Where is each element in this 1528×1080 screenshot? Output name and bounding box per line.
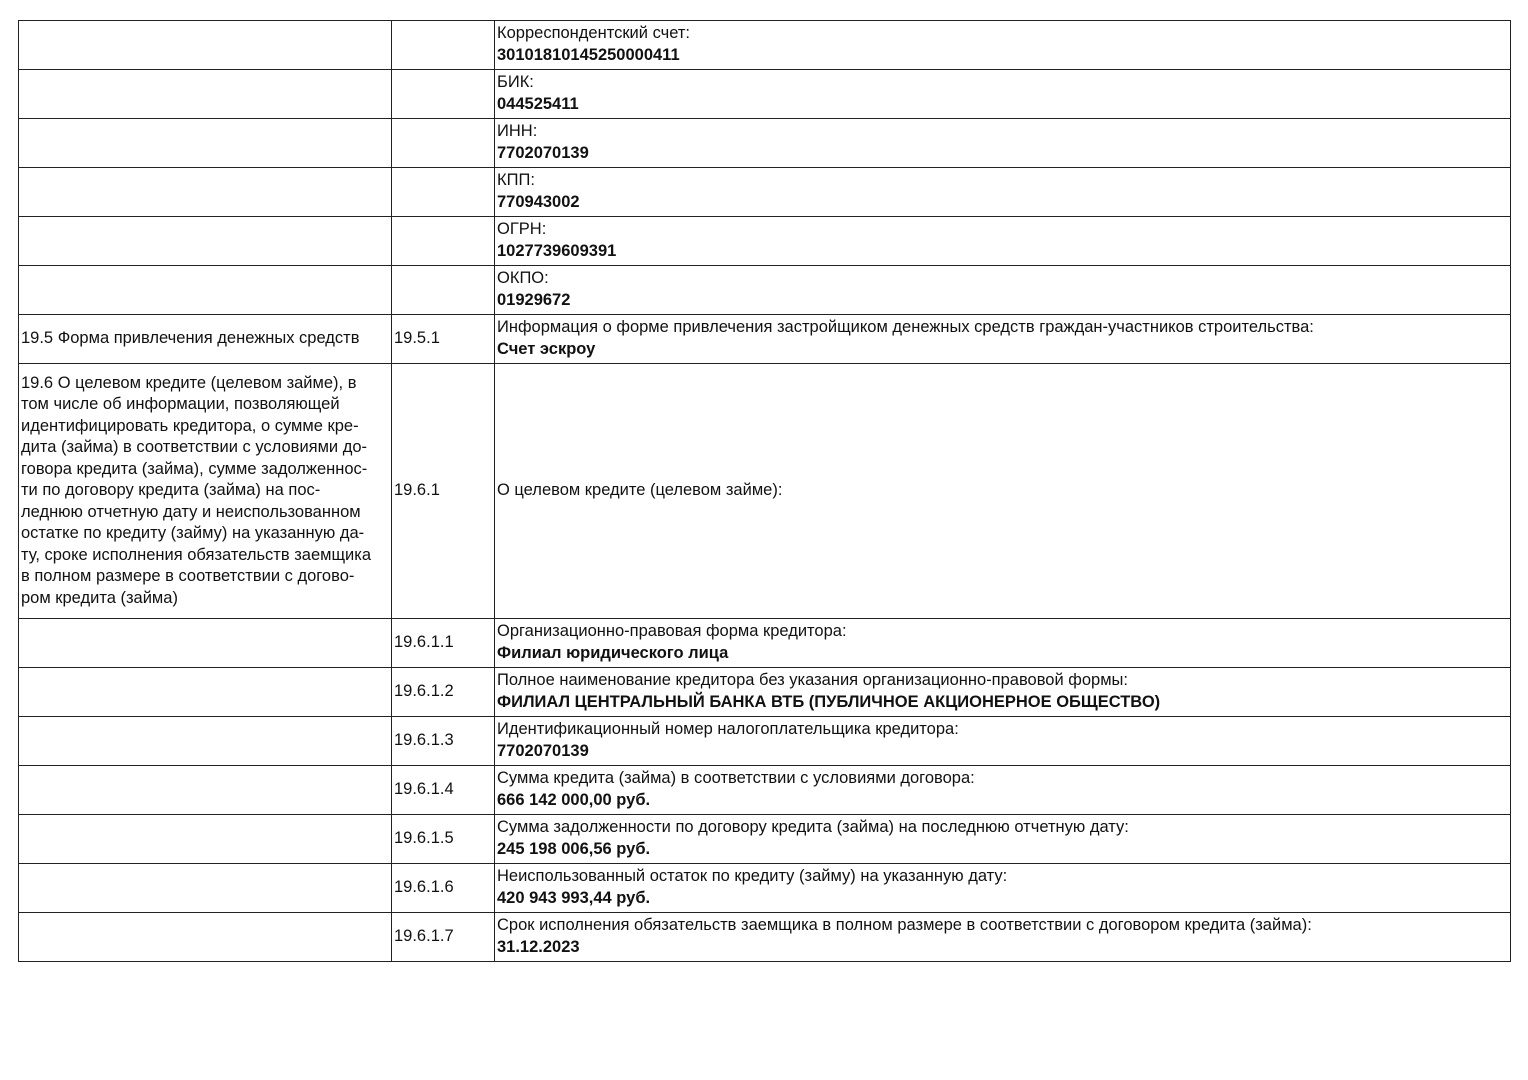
table-row — [19, 717, 1511, 766]
info-cell — [495, 913, 1511, 962]
field-label: Информация о форме привлечения застройщиком денежных средств граждан-участников строительства: — [497, 318, 1314, 336]
code-cell: 19.6.1.6 — [392, 864, 495, 913]
field-value: Филиал юридического лица — [497, 643, 729, 662]
field-label: О целевом кредите (целевом займе): — [497, 481, 783, 500]
table-row — [19, 119, 1511, 168]
section-cell: 19.5 Форма привлечения денежных средств — [19, 315, 392, 364]
info-cell — [495, 668, 1511, 717]
field-label: Сумма кредита (займа) в соответствии с условиями договора: — [497, 769, 975, 787]
field-value: 666 142 000,00 руб. — [497, 790, 651, 809]
field-label: Идентификационный номер налогоплательщика кредитора: — [497, 720, 959, 738]
table-row — [19, 266, 1511, 315]
section-cell — [19, 619, 392, 668]
section-cell — [19, 668, 392, 717]
field-value: 245 198 006,56 руб. — [497, 839, 651, 858]
info-cell — [495, 168, 1511, 217]
field-label: БИК: — [497, 73, 534, 91]
section-cell — [19, 70, 392, 119]
section-cell — [19, 815, 392, 864]
info-cell — [495, 864, 1511, 913]
code-cell: 19.6.1.7 — [392, 913, 495, 962]
table-row — [19, 21, 1511, 70]
code-cell: 19.6.1.5 — [392, 815, 495, 864]
code-cell: 19.6.1.4 — [392, 766, 495, 815]
code-cell — [392, 266, 495, 315]
field-label: Полное наименование кредитора без указания организационно-правовой формы: — [497, 671, 1129, 689]
field-label: ОГРН: — [497, 220, 547, 238]
field-value: 1027739609391 — [497, 241, 617, 260]
info-cell — [495, 619, 1511, 668]
disclosure-table — [18, 20, 1511, 962]
table-row — [19, 815, 1511, 864]
info-cell — [495, 266, 1511, 315]
field-label: Неиспользованный остаток по кредиту (займу) на указанную дату: — [497, 867, 1008, 885]
section-cell — [19, 21, 392, 70]
code-cell: 19.6.1.3 — [392, 717, 495, 766]
section-cell — [19, 766, 392, 815]
field-label: Срок исполнения обязательств заемщика в полном размере в соответствии с договором кредита (займа): — [497, 916, 1312, 934]
code-cell: 19.6.1.1 — [392, 619, 495, 668]
info-cell — [495, 766, 1511, 815]
code-cell: 19.6.1 — [392, 364, 495, 619]
code-cell: 19.5.1 — [392, 315, 495, 364]
code-cell — [392, 21, 495, 70]
field-value: 01929672 — [497, 290, 571, 309]
section-cell — [19, 864, 392, 913]
table-row — [19, 315, 1511, 364]
section-cell: 19.6 О целевом кредите (целевом займе), в том числе об информации, позволяющей идентифицировать кредитора, о сумме кре- дита (займа) в соответствии с условиями до- говора кредита (займа), сумме задолженнос- ти по договору кредита (займа) на пос- леднюю отчетную дату и неиспользованном остатке по кредиту (займу) на указанную да- ту, сроке исполнения обязательств заемщика в полном размере в соответствии с догово- ром кредита (займа) — [19, 364, 392, 619]
info-cell — [495, 815, 1511, 864]
section-cell — [19, 913, 392, 962]
field-value: ФИЛИАЛ ЦЕНТРАЛЬНЫЙ БАНКА ВТБ (ПУБЛИЧНОЕ АКЦИОНЕРНОЕ ОБЩЕСТВО) — [497, 692, 1161, 711]
field-label: Корреспондентский счет: — [497, 24, 690, 42]
field-label: Сумма задолженности по договору кредита (займа) на последнюю отчетную дату: — [497, 818, 1129, 836]
section-cell — [19, 119, 392, 168]
code-cell — [392, 70, 495, 119]
field-label: ОКПО: — [497, 269, 549, 287]
field-label: КПП: — [497, 171, 535, 189]
table-row — [19, 364, 1511, 619]
field-value: 770943002 — [497, 192, 580, 211]
info-cell — [495, 21, 1511, 70]
field-value: 30101810145250000411 — [497, 45, 680, 64]
code-cell — [392, 119, 495, 168]
field-value: 31.12.2023 — [497, 937, 580, 956]
table-row — [19, 864, 1511, 913]
table-row — [19, 619, 1511, 668]
code-cell — [392, 168, 495, 217]
table-row — [19, 217, 1511, 266]
field-label: ИНН: — [497, 122, 538, 140]
field-value: 7702070139 — [497, 143, 589, 162]
info-cell — [495, 315, 1511, 364]
info-cell — [495, 364, 1511, 619]
code-cell — [392, 217, 495, 266]
code-cell: 19.6.1.2 — [392, 668, 495, 717]
field-value: Счет эскроу — [497, 339, 596, 358]
info-cell — [495, 119, 1511, 168]
field-value: 7702070139 — [497, 741, 589, 760]
section-cell — [19, 168, 392, 217]
section-cell — [19, 717, 392, 766]
section-cell — [19, 217, 392, 266]
table-row — [19, 70, 1511, 119]
table-row — [19, 668, 1511, 717]
info-cell — [495, 70, 1511, 119]
info-cell — [495, 717, 1511, 766]
info-cell — [495, 217, 1511, 266]
table-body — [19, 21, 1511, 962]
section-cell — [19, 266, 392, 315]
field-value: 044525411 — [497, 94, 579, 113]
table-row — [19, 168, 1511, 217]
table-row — [19, 913, 1511, 962]
field-label: Организационно-правовая форма кредитора: — [497, 622, 847, 640]
field-value: 420 943 993,44 руб. — [497, 888, 651, 907]
table-row — [19, 766, 1511, 815]
